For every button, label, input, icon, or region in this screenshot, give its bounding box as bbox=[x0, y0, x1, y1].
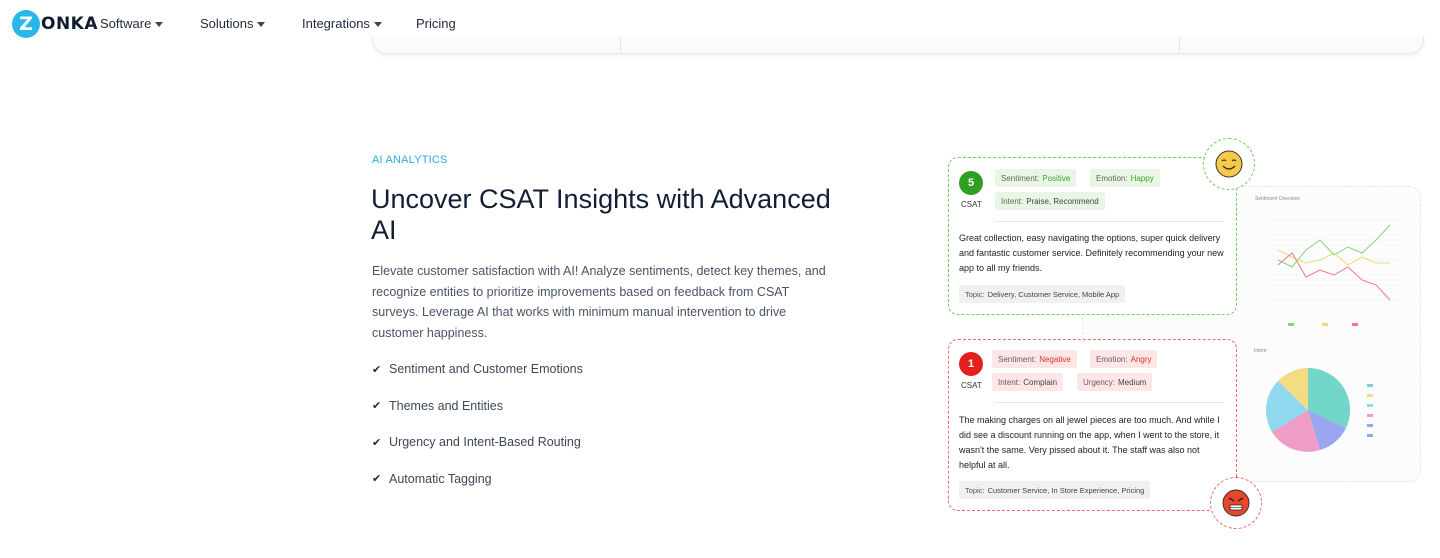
legend-swatch bbox=[1367, 384, 1373, 387]
positive-feedback-card bbox=[948, 157, 1237, 315]
csat-score-badge: 5 bbox=[959, 171, 983, 195]
mini-pie-chart bbox=[1262, 366, 1422, 458]
nav-pricing[interactable] bbox=[416, 16, 456, 31]
zonka-logo[interactable] bbox=[12, 9, 98, 39]
nav-integrations-label: Integrations bbox=[302, 16, 370, 31]
card-divider bbox=[1179, 36, 1180, 53]
pie-chart-title: Intent bbox=[1254, 348, 1267, 354]
angry-face-icon bbox=[1221, 488, 1251, 518]
chart-gridlines bbox=[1270, 220, 1400, 300]
sentiment-tag bbox=[995, 169, 1076, 187]
nav-solutions-label: Solutions bbox=[200, 16, 254, 31]
feature-label: Urgency and Intent-Based Routing bbox=[389, 435, 581, 450]
csat-score-badge: 1 bbox=[959, 352, 983, 376]
section-eyebrow: AI ANALYTICS bbox=[372, 154, 448, 166]
logo-wordmark: ONKA bbox=[41, 14, 99, 34]
tag-key: Intent: bbox=[998, 377, 1021, 387]
check-icon: ✔ bbox=[372, 436, 382, 449]
tag-value: Medium bbox=[1118, 377, 1147, 387]
tag-value: Angry bbox=[1130, 354, 1152, 364]
nav-software[interactable] bbox=[100, 16, 163, 31]
previous-section-card bbox=[372, 36, 1424, 54]
tag-value: Praise, Recommend bbox=[1026, 196, 1099, 206]
card-divider bbox=[995, 402, 1224, 403]
tag-value: Negative bbox=[1039, 354, 1071, 364]
nav-integrations[interactable] bbox=[302, 16, 382, 31]
angry-badge bbox=[1210, 477, 1262, 529]
card-divider bbox=[995, 221, 1224, 222]
section-description: Elevate customer satisfaction with AI! Analyze sentiments, detect key themes, and recognize entities to prioritize improvements based on feedback from CSAT surveys. Leverage AI that works with minimum manual intervention to drive customer happiness. bbox=[372, 264, 826, 340]
tag-key: Intent: bbox=[1001, 196, 1024, 206]
intent-tag bbox=[992, 373, 1063, 391]
nav-software-label: Software bbox=[100, 16, 152, 31]
tag-value: Happy bbox=[1130, 173, 1154, 183]
legend-swatch-neutral bbox=[1322, 323, 1328, 326]
feature-item bbox=[372, 470, 583, 488]
pie-legend bbox=[1367, 384, 1373, 437]
mini-line-chart bbox=[1240, 205, 1420, 335]
urgency-tag bbox=[1077, 373, 1152, 391]
review-text: Great collection, easy navigating the options, super quick delivery and fantastic customer service. Definitely recommending your new app to all my friends. bbox=[959, 233, 1224, 273]
feature-item bbox=[372, 360, 583, 378]
tag-key: Emotion: bbox=[1096, 173, 1128, 183]
line-chart-title: Sentiment Overview bbox=[1255, 196, 1300, 202]
tag-value: Customer Service, In Store Experience, Pricing bbox=[987, 485, 1145, 495]
nav-pricing-label: Pricing bbox=[416, 16, 456, 31]
review-text: The making charges on all jewel pieces are too much. And while I did see a discount running on the app, when I went to the store, it wasn't the same. Very pissed about it. The staff was also not helpful at all. bbox=[959, 415, 1220, 470]
legend-swatch-positive bbox=[1288, 323, 1294, 326]
tag-key: Urgency: bbox=[1083, 377, 1116, 387]
positive-line bbox=[1278, 225, 1390, 267]
tag-key: Emotion: bbox=[1096, 354, 1128, 364]
feature-label: Automatic Tagging bbox=[389, 471, 492, 486]
card-divider bbox=[620, 36, 621, 53]
caret-down-icon bbox=[374, 22, 382, 27]
emotion-tag bbox=[1090, 350, 1157, 368]
nav-solutions[interactable] bbox=[200, 16, 265, 31]
tag-value: Positive bbox=[1042, 173, 1071, 183]
section-headline: Uncover CSAT Insights with Advanced AI bbox=[371, 184, 831, 245]
legend-swatch bbox=[1367, 424, 1373, 427]
feature-label: Themes and Entities bbox=[389, 398, 503, 413]
tag-key: Topic: bbox=[965, 289, 985, 299]
negative-feedback-card bbox=[948, 339, 1237, 511]
feature-item bbox=[372, 397, 583, 415]
legend-swatch bbox=[1367, 404, 1373, 407]
intent-tag bbox=[995, 192, 1105, 210]
tag-key: Sentiment: bbox=[1001, 173, 1040, 183]
tag-key: Topic: bbox=[965, 485, 985, 495]
tag-value: Complain bbox=[1023, 377, 1058, 387]
tag-value: Delivery, Customer Service, Mobile App bbox=[987, 289, 1120, 299]
feature-label: Sentiment and Customer Emotions bbox=[389, 362, 583, 376]
feature-item bbox=[372, 433, 583, 451]
caret-down-icon bbox=[257, 22, 265, 27]
csat-label: CSAT bbox=[961, 200, 982, 209]
topic-tag bbox=[959, 481, 1150, 499]
smiling-face-icon bbox=[1214, 149, 1244, 179]
check-icon: ✔ bbox=[372, 400, 382, 413]
legend-swatch bbox=[1367, 414, 1373, 417]
check-icon: ✔ bbox=[372, 363, 382, 376]
emotion-tag bbox=[1090, 169, 1160, 187]
smiley-badge bbox=[1203, 138, 1255, 190]
check-icon: ✔ bbox=[372, 473, 382, 486]
legend-swatch-negative bbox=[1352, 323, 1358, 326]
sentiment-tag bbox=[992, 350, 1077, 368]
topic-tag bbox=[959, 285, 1125, 303]
legend-swatch bbox=[1367, 434, 1373, 437]
logo-badge: Z bbox=[12, 10, 40, 38]
tag-key: Sentiment: bbox=[998, 354, 1037, 364]
feature-list bbox=[372, 360, 583, 506]
legend-swatch bbox=[1367, 394, 1373, 397]
csat-label: CSAT bbox=[961, 381, 982, 390]
caret-down-icon bbox=[155, 22, 163, 27]
